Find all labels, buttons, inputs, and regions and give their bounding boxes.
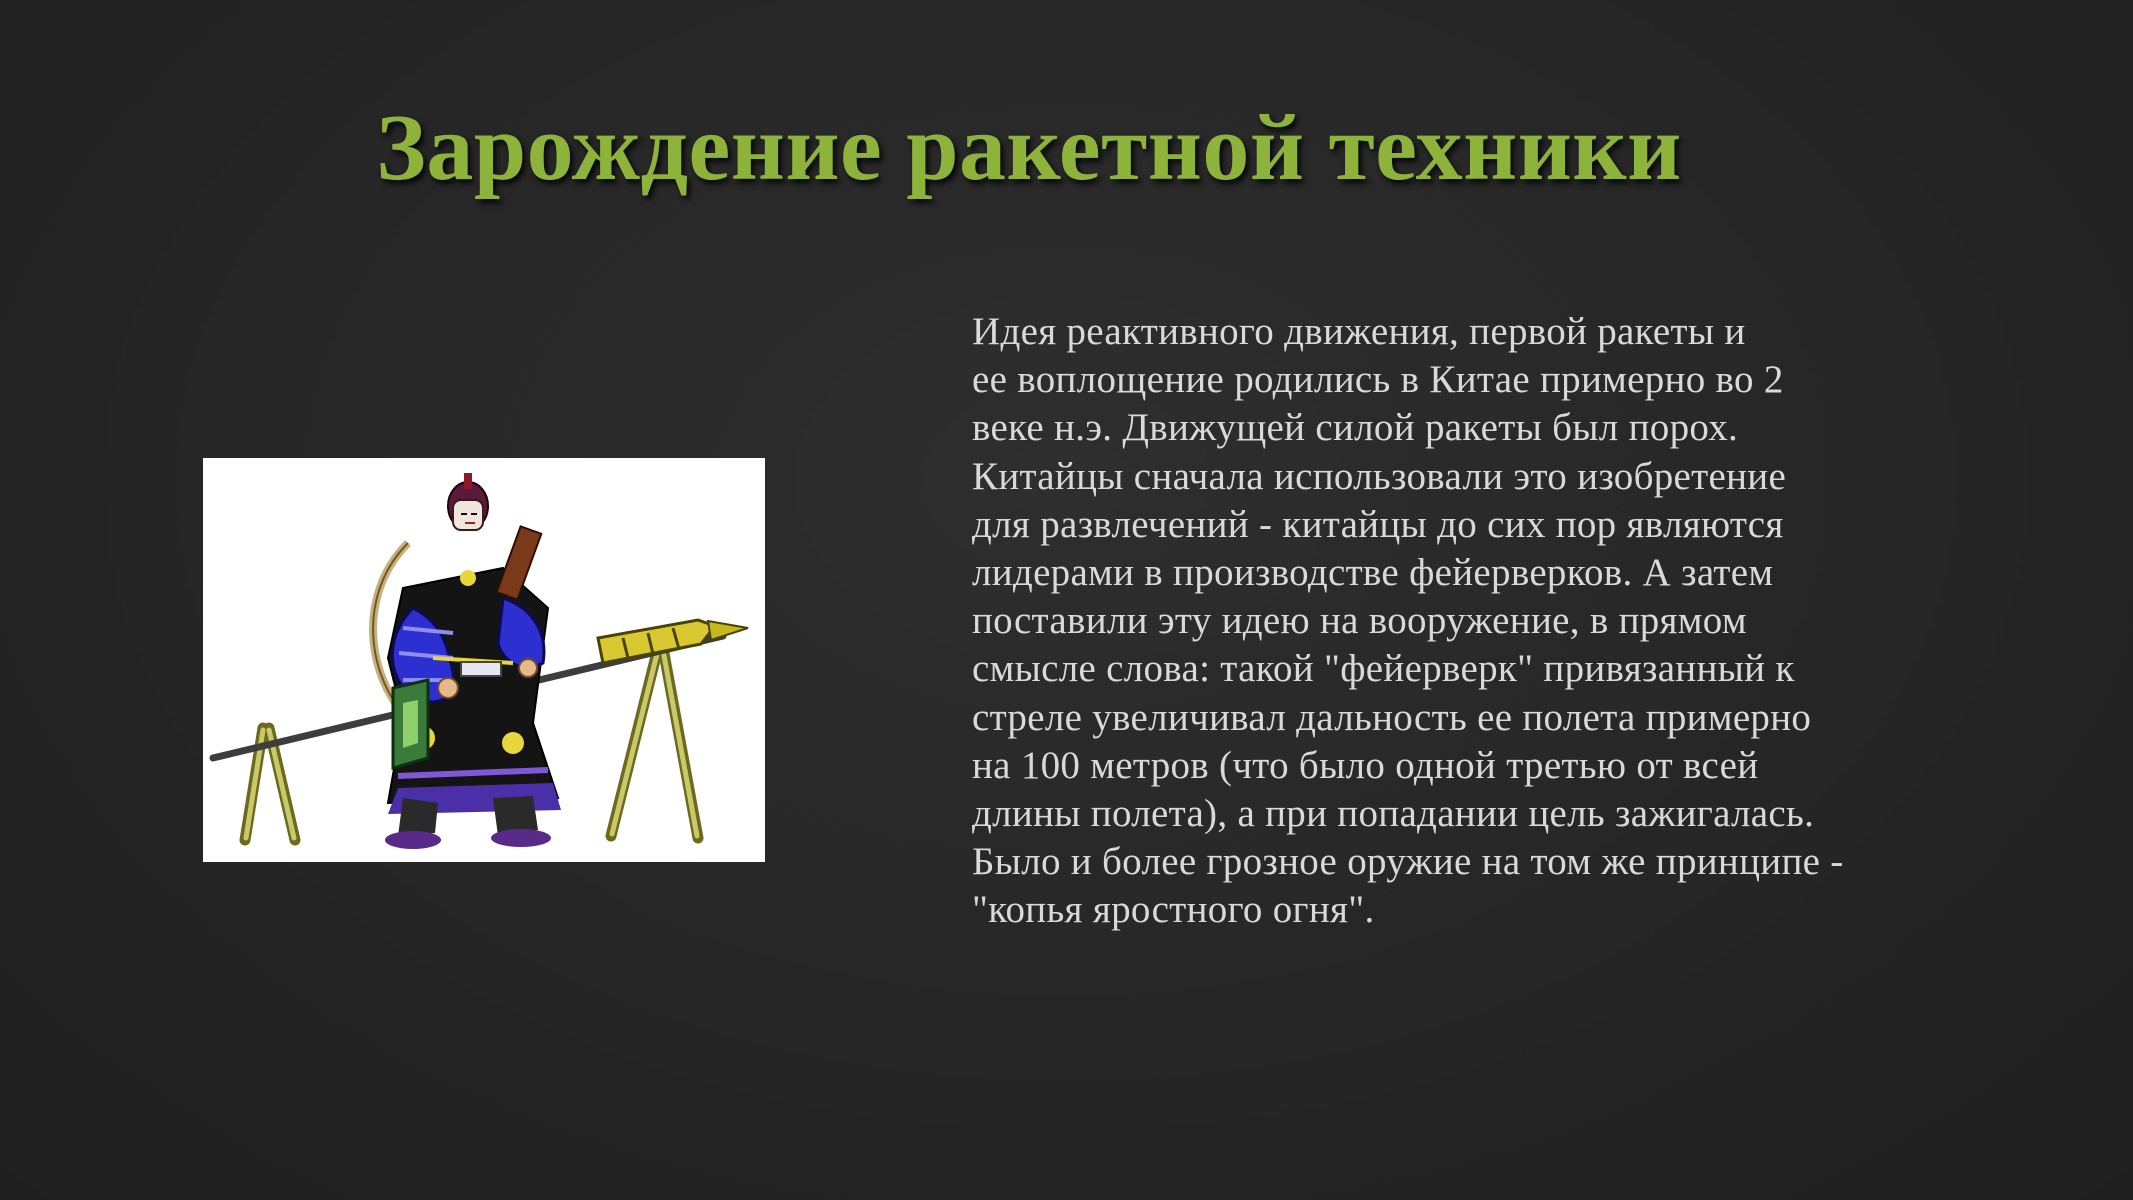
slide-body-text: Идея реактивного движения, первой ракеты и ее воплощение родились в Китае примерно во 2 веке н.э. Движущей силой ракеты был порох. Китайцы сначала использовали это изобретение для развлечений - китайцы до сих пор являются лидерами в производстве фейерверков. А затем поставили эту идею на вооружение, в прямом смысле слова: такой "фейерверк" привязанный к стреле увеличивал дальность ее полета примерно на 100 метров (что было одной третью от всей длины полета), а при попадании цель зажигалась. Было и более грозное оружие на том же принципе - "копья яростного огня". bbox=[972, 310, 1844, 932]
warrior-illustration bbox=[203, 458, 765, 862]
warrior-with-fire-lance-image bbox=[203, 458, 765, 862]
slide-title: Зарождение ракетной техники bbox=[376, 96, 1682, 200]
